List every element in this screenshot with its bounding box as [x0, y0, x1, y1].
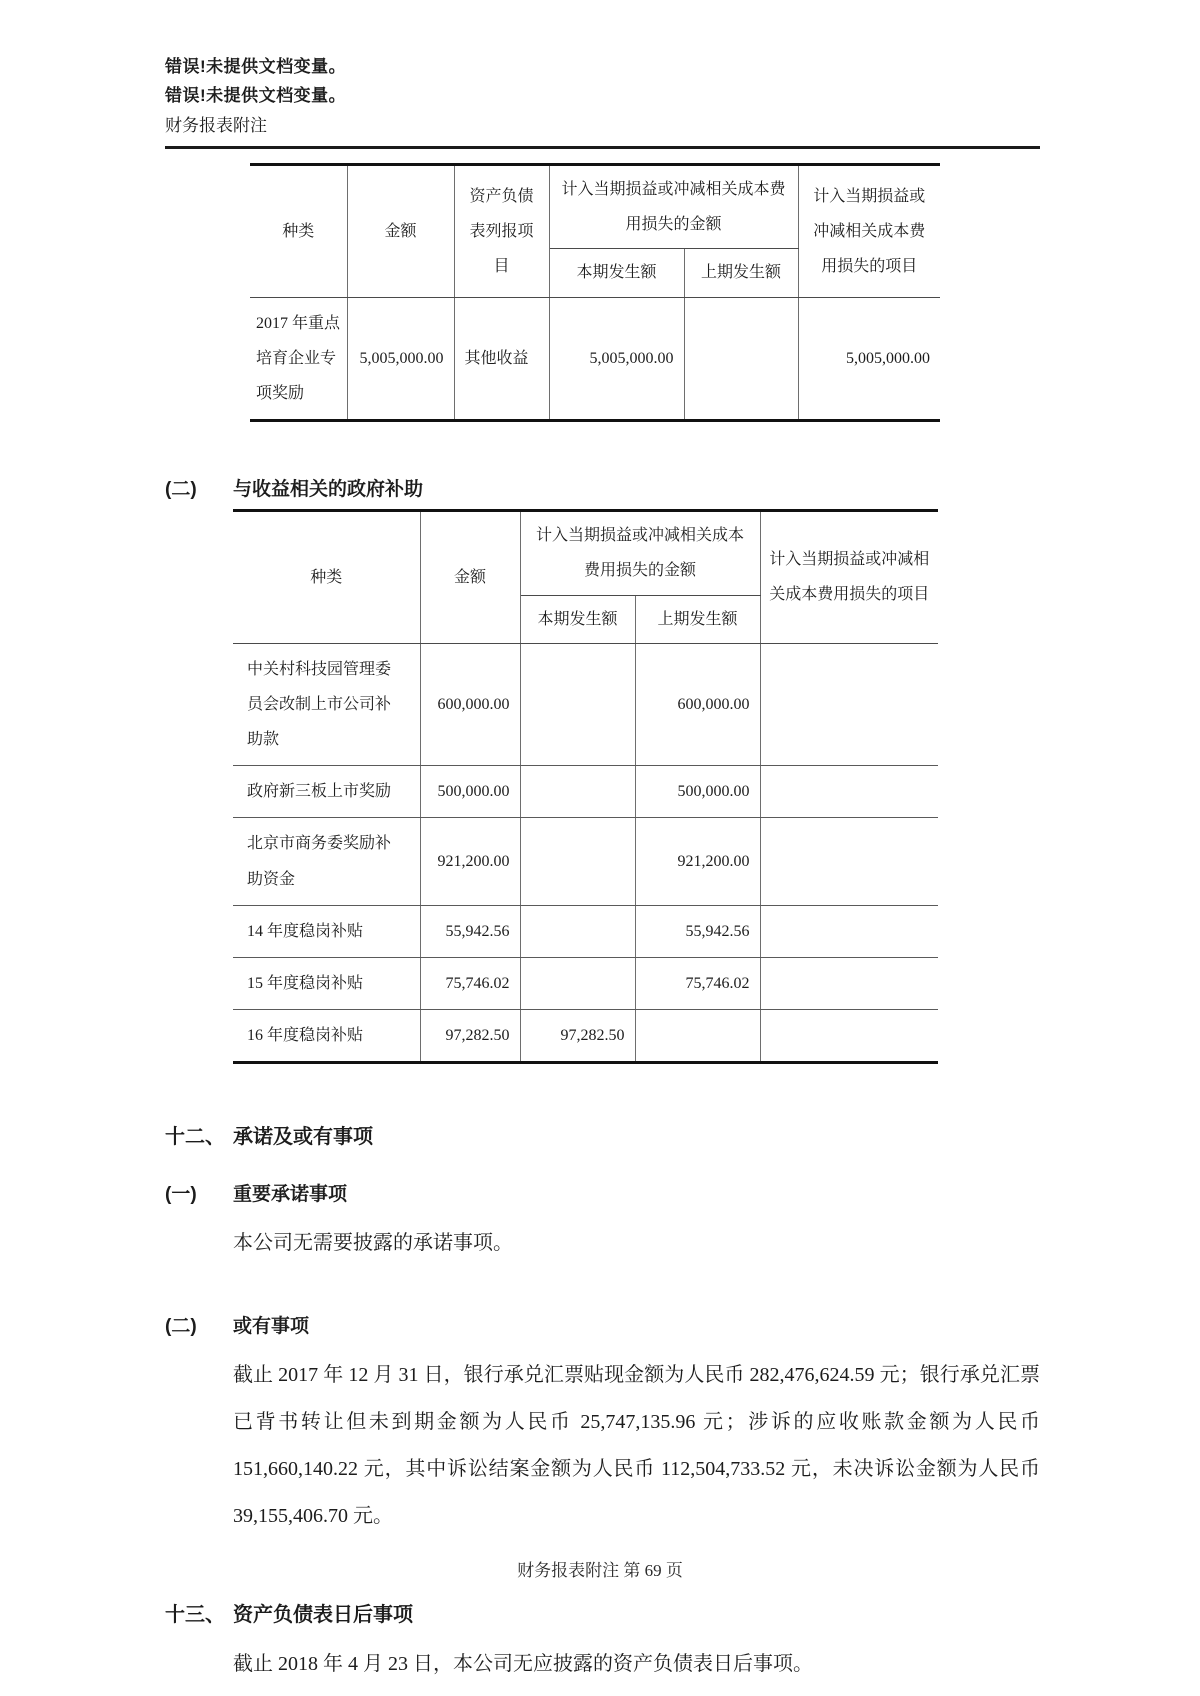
cell-pl-item	[760, 818, 938, 905]
cell-pl-item	[760, 643, 938, 766]
table-row	[233, 958, 938, 1010]
cell-grant-type: 中关村科技园管理委员会改制上市公司补助款	[233, 643, 420, 766]
doc-variable-error-line-2: 错误!未提供文档变量。	[165, 86, 347, 105]
cell-prior-period: 921,200.00	[635, 818, 760, 905]
column-header-prior-period: 上期发生额	[684, 249, 798, 297]
cell-amount: 500,000.00	[420, 766, 520, 818]
subsection-title: 重要承诺事项	[233, 1184, 348, 1206]
section-title: 承诺及或有事项	[233, 1126, 373, 1149]
important-commitments-body: 本公司无需要披露的承诺事项。	[233, 1232, 513, 1255]
cell-balance-sheet-item: 其他收益	[454, 297, 549, 421]
page-footer: 财务报表附注 第 69 页	[517, 1561, 683, 1580]
column-header-amount: 金额	[347, 165, 454, 298]
section-number: 十二、	[165, 1126, 225, 1149]
doc-variable-error-line-1: 错误!未提供文档变量。	[165, 57, 347, 76]
cell-grant-type: 16 年度稳岗补贴	[233, 1010, 420, 1063]
document-subtitle: 财务报表附注	[165, 116, 267, 135]
cell-current-period	[520, 905, 635, 957]
column-header-type: 种类	[250, 165, 347, 298]
column-header-pl-item: 计入当期损益或冲减相关成本费用损失的项目	[798, 165, 940, 298]
section-number: (二)	[165, 479, 197, 501]
section-number: 十三、	[165, 1604, 225, 1627]
cell-pl-item	[760, 905, 938, 957]
cell-current-period: 5,005,000.00	[549, 297, 684, 421]
column-header-current-period: 本期发生额	[549, 249, 684, 297]
subsection-number: (一)	[165, 1184, 197, 1206]
column-header-pl-item: 计入当期损益或冲减相关成本费用损失的项目	[760, 511, 938, 644]
column-header-current-period: 本期发生额	[520, 595, 635, 643]
post-balance-body: 截止 2018 年 4 月 23 日，本公司无应披露的资产负债表日后事项。	[233, 1653, 813, 1676]
cell-prior-period: 55,942.56	[635, 905, 760, 957]
cell-grant-type: 北京市商务委奖励补助资金	[233, 818, 420, 905]
cell-prior-period: 75,746.02	[635, 958, 760, 1010]
table-row	[233, 905, 938, 957]
column-header-prior-period: 上期发生额	[635, 595, 760, 643]
cell-grant-type: 15 年度稳岗补贴	[233, 958, 420, 1010]
cell-amount: 5,005,000.00	[347, 297, 454, 421]
subsection-title: 或有事项	[233, 1316, 310, 1338]
cell-grant-type: 2017 年重点培育企业专项奖励	[250, 297, 347, 421]
section-title: 资产负债表日后事项	[233, 1604, 413, 1627]
cell-amount: 97,282.50	[420, 1010, 520, 1063]
table-row	[233, 643, 938, 766]
header-divider	[165, 146, 1040, 149]
cell-current-period	[520, 818, 635, 905]
cell-current-period: 97,282.50	[520, 1010, 635, 1063]
cell-pl-item	[760, 766, 938, 818]
cell-amount: 921,200.00	[420, 818, 520, 905]
document-header	[165, 52, 1040, 140]
income-grants-table	[233, 509, 938, 1064]
cell-prior-period: 500,000.00	[635, 766, 760, 818]
cell-pl-item	[760, 1010, 938, 1063]
column-header-pl-amount-group: 计入当期损益或冲减相关成本费用损失的金额	[520, 511, 760, 595]
cell-current-period	[520, 766, 635, 818]
cell-grant-type: 政府新三板上市奖励	[233, 766, 420, 818]
section-title: 与收益相关的政府补助	[233, 479, 424, 501]
subsection-number: (二)	[165, 1316, 197, 1338]
section-commitments-heading	[165, 1120, 1040, 1149]
cell-prior-period	[684, 297, 798, 421]
section-income-grants-heading	[165, 474, 1040, 501]
column-header-type: 种类	[233, 511, 420, 644]
column-header-amount: 金额	[420, 511, 520, 644]
contingencies-body: 截止 2017 年 12 月 31 日，银行承兑汇票贴现金额为人民币 282,476,624.59 元；银行承兑汇票已背书转让但未到期金额为人民币 25,747,135.96 元；涉诉的应收账款金额为人民币 151,660,140.22 元，其中诉讼结案金额为人民币 112,504,733.52 元，未决诉讼金额为人民币 39,155,406.70 元。	[233, 1364, 1040, 1528]
table-row	[233, 818, 938, 905]
cell-amount: 55,942.56	[420, 905, 520, 957]
cell-amount: 600,000.00	[420, 643, 520, 766]
column-header-balance-sheet-item: 资产负债表列报项目	[454, 165, 549, 298]
income-grants-table-header	[233, 511, 938, 644]
cell-prior-period	[635, 1010, 760, 1063]
cell-pl-item: 5,005,000.00	[846, 349, 931, 367]
column-header-pl-amount-group: 计入当期损益或冲减相关成本费用损失的金额	[549, 165, 798, 249]
cell-grant-type: 14 年度稳岗补贴	[233, 905, 420, 957]
subsection-important-commitments-heading	[165, 1179, 1040, 1206]
cell-current-period	[520, 643, 635, 766]
asset-grants-table-header	[250, 165, 940, 298]
table-row	[233, 766, 938, 818]
cell-amount: 75,746.02	[420, 958, 520, 1010]
cell-current-period	[520, 958, 635, 1010]
table-row	[233, 1010, 938, 1063]
section-post-balance-heading	[165, 1598, 1040, 1627]
table-row	[250, 297, 940, 421]
cell-prior-period: 600,000.00	[635, 643, 760, 766]
cell-pl-item	[760, 958, 938, 1010]
subsection-contingencies-heading	[165, 1311, 1040, 1338]
asset-grants-table	[250, 163, 940, 422]
